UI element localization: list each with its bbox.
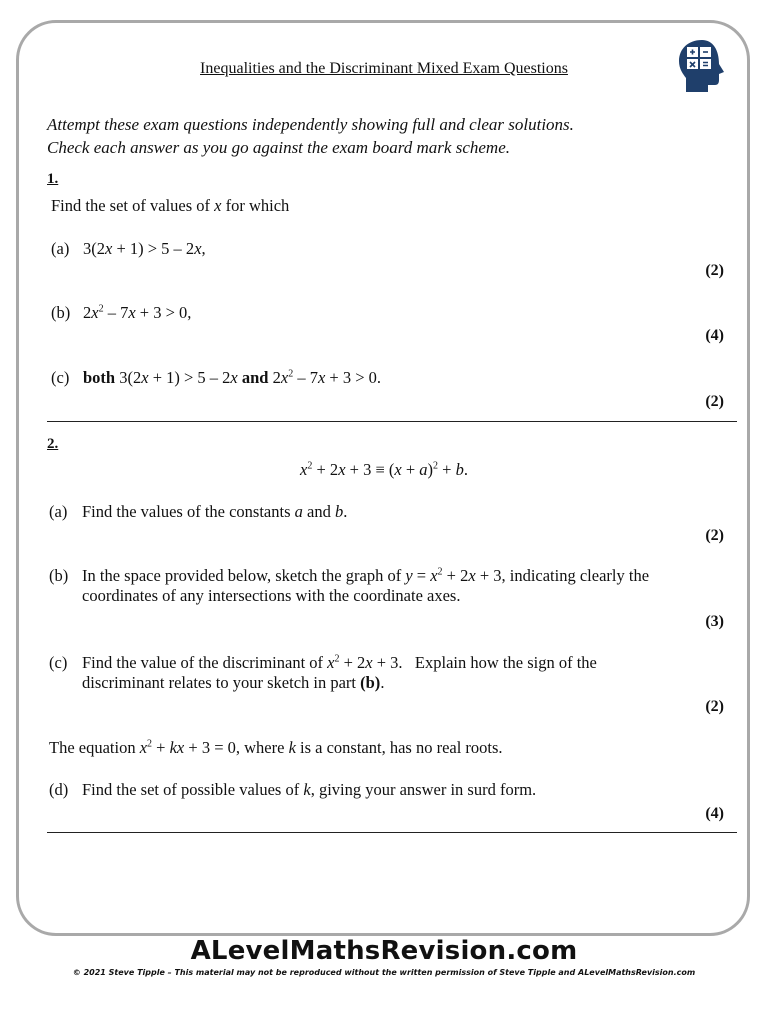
question-1b-marks: (4) (705, 327, 724, 344)
question-2-number: 2. (47, 436, 59, 452)
question-1-stem: Find the set of values of x for which (51, 196, 290, 215)
question-1a: (a) 3(2x + 1) > 5 – 2x, (51, 239, 206, 258)
question-2a: (a) Find the values of the constants a and b. (49, 502, 348, 521)
question-1-number: 1. (47, 171, 59, 187)
divider-1 (47, 421, 737, 422)
question-2b-marks: (3) (705, 613, 724, 630)
question-1c: (c) both 3(2x + 1) > 5 – 2x and $2x^2 - 7x + 3 > 0$. (51, 368, 382, 387)
intro-line-2: Check each answer as you go against the exam board mark scheme. (47, 138, 510, 157)
page-title: Inequalities and the Discriminant Mixed Exam Questions (200, 60, 568, 77)
question-2d: (d) Find the set of possible values of k, giving your answer in surd form. (49, 780, 537, 799)
question-2d-marks: (4) (705, 805, 724, 822)
question-1c-marks: (2) (705, 393, 724, 410)
question-2b: (b) In the space provided below, sketch the graph of $y = x^2 + 2x + 3$, indicating clearly the coordinates of any intersections with the coordinate axes. (49, 566, 650, 605)
head-calculator-icon (676, 38, 728, 94)
question-2-equation-statement: The equation $x^2$ + kx + 3 = 0, where k is a constant, has no real roots. (49, 738, 503, 757)
question-2c-marks: (2) (705, 698, 724, 715)
intro-text (47, 113, 574, 159)
question-2-identity: $x^2 + 2x + 3 \equiv (x + a)^2 + b$. (300, 460, 468, 479)
footer-brand: ALevelMathsRevision.com (190, 936, 578, 966)
footer-copyright: © 2021 Steve Tipple – This material may not be reproduced without the written permission of Steve Tipple and ALevelMathsRevision.com (72, 968, 696, 977)
question-2a-marks: (2) (705, 527, 724, 544)
question-1a-marks: (2) (705, 262, 724, 279)
question-1b: (b) $2x^2 - 7x + 3 > 0$, (51, 303, 192, 322)
question-2c: (c) Find the value of the discriminant of $x^2 + 2x + 3$. Explain how the sign of the discriminant relates to your sketch in part (b). (49, 653, 597, 692)
intro-line-1: Attempt these exam questions independently showing full and clear solutions. (47, 115, 574, 134)
divider-2 (47, 832, 737, 833)
